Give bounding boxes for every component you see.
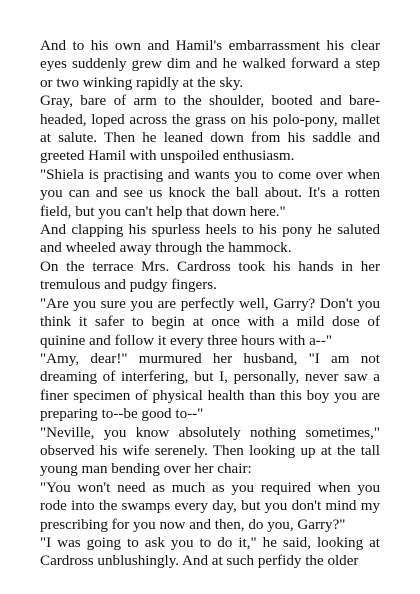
paragraph-4: And clapping his spurless heels to his pony he saluted and wheeled away through the hammock. xyxy=(40,222,380,257)
paragraph-6: "Are you sure you are perfectly well, Garry? Don't you think it safer to begin at once with a mild dose of quinine and follow it every three hours with a--" xyxy=(40,295,380,349)
paragraph-7: "Amy, dear!" murmured her husband, "I am not dreaming of interfering, but I, personally, never saw a finer specimen of physical health than this boy you are preparing to--be good to--" xyxy=(40,350,380,423)
paragraph-8: "Neville, you know absolutely nothing sometimes," observed his wife serenely. Then looking up at the tall young man bending over her chair: xyxy=(40,424,380,478)
document-page xyxy=(40,37,380,571)
paragraph-1: And to his own and Hamil's embarrassment his clear eyes suddenly grew dim and he walked forward a step or two winking rapidly at the sky. xyxy=(40,38,380,91)
paragraph-2: Gray, bare of arm to the shoulder, booted and bare-headed, loped across the grass on his polo-pony, mallet at salute. Then he leaned down from his saddle and greeted Hamil with unspoiled enthusiasm. xyxy=(40,93,380,165)
paragraph-10: "I was going to ask you to do it," he said, looking at Cardross unblushingly. And at such perfidy the older xyxy=(40,534,380,570)
paragraph-5: On the terrace Mrs. Cardross took his hands in her tremulous and pudgy fingers. xyxy=(40,258,380,294)
paragraph-9: "You won't need as much as you required when you rode into the swamps every day, but you don't mind my prescribing for you now and then, do you, Garry?" xyxy=(40,479,380,533)
paragraph-3: "Shiela is practising and wants you to come over when you can and see us knock the ball about. It's a rotten field, but you can't help that down here." xyxy=(40,166,380,220)
